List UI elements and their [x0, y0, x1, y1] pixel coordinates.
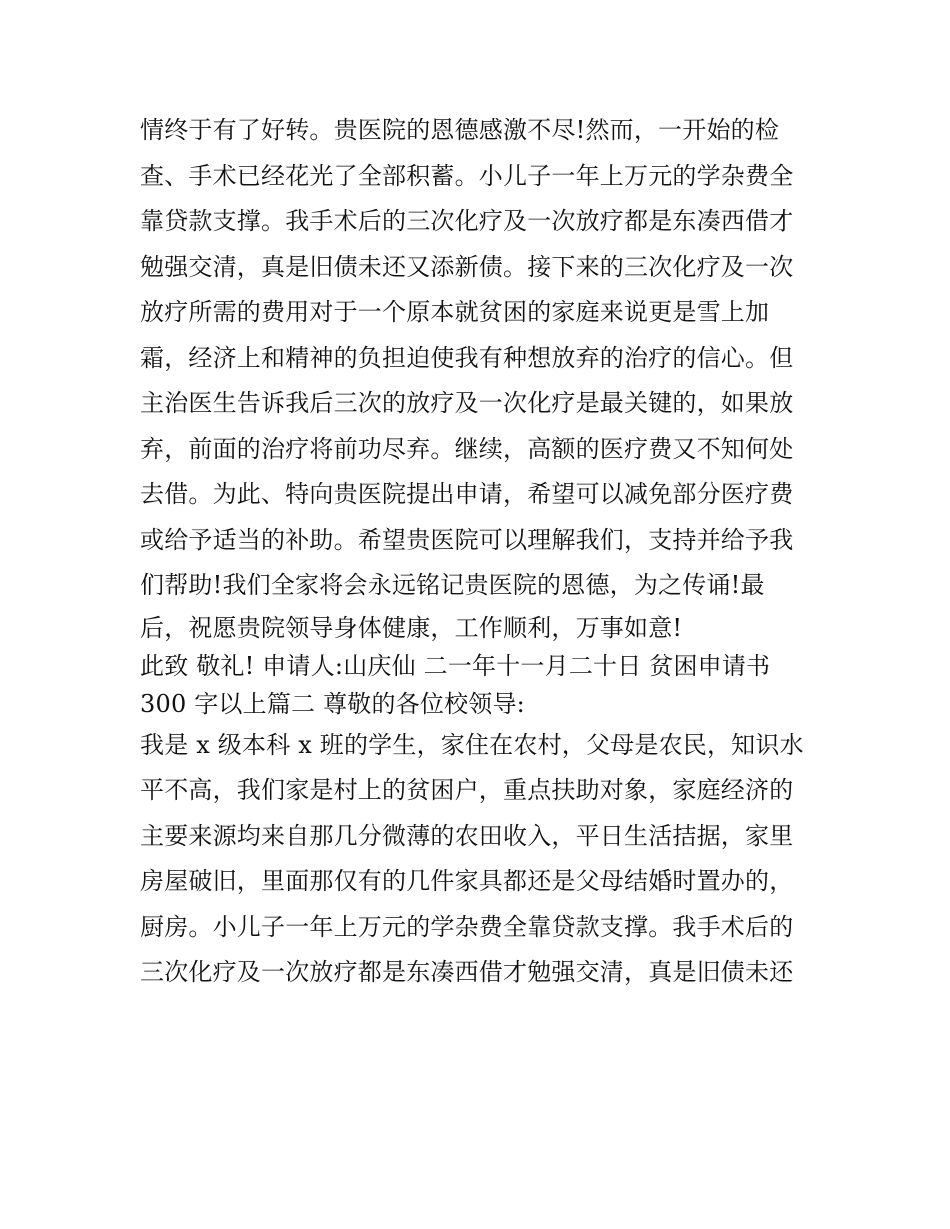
text-line: 此致 敬礼! 申请人:山庆仙 二一年十一月二十日 贫困申请书 — [140, 651, 771, 680]
text-line: 霜，经济上和精神的负担迫使我有种想放弃的治疗的信心。但 — [140, 343, 794, 372]
document-body — [140, 108, 820, 996]
text-line: 后，祝愿贵院领导身体健康，工作顺利，万事如意! — [140, 613, 683, 642]
text-line: 主要来源均来自那几分微薄的农田收入，平日生活拮据，家里 — [140, 821, 794, 850]
text-line: 平不高，我们家是村上的贫困户，重点扶助对象，家庭经济的 — [140, 776, 794, 804]
text-line: 查、手术已经花光了全部积蓄。小儿子一年上万元的学杂费全 — [140, 161, 794, 190]
text-line: 或给予适当的补助。希望贵医院可以理解我们，支持并给予我 — [140, 525, 794, 554]
text-line: 房屋破旧，里面那仅有的几件家具都还是父母结婚时置办的， — [140, 867, 794, 895]
text-line: 300 字以上篇二 尊敬的各位校领导: — [140, 689, 525, 718]
text-line: 们帮助!我们全家将会永远铭记贵医院的恩德，为之传诵!最 — [140, 571, 765, 599]
text-line: 弃，前面的治疗将前功尽弃。继续，高额的医疗费又不知何处 — [140, 434, 794, 463]
text-line: 靠贷款支撑。我手术后的三次化疗及一次放疗都是东凑西借才 — [140, 207, 794, 235]
text-line: 我是 x 级本科 x 班的学生，家住在农村，父母是农民，知识水 — [140, 730, 804, 759]
text-line: 去借。为此、特向贵医院提出申请，希望可以减免部分医疗费 — [140, 480, 794, 508]
text-line: 主治医生告诉我后三次的放疗及一次化疗是最关键的，如果放 — [140, 389, 794, 417]
text-line: 情终于有了好转。贵医院的恩德感激不尽!然而，一开始的检 — [140, 116, 780, 144]
text-line: 三次化疗及一次放疗都是东凑西借才勉强交清，真是旧债未还 — [140, 958, 794, 986]
text-line: 勉强交清，真是旧债未还又添新债。接下来的三次化疗及一次 — [140, 252, 794, 281]
text-line: 放疗所需的费用对于一个原本就贫困的家庭来说更是雪上加 — [140, 298, 770, 326]
text-line: 厨房。小儿子一年上万元的学杂费全靠贷款支撑。我手术后的 — [140, 912, 794, 941]
